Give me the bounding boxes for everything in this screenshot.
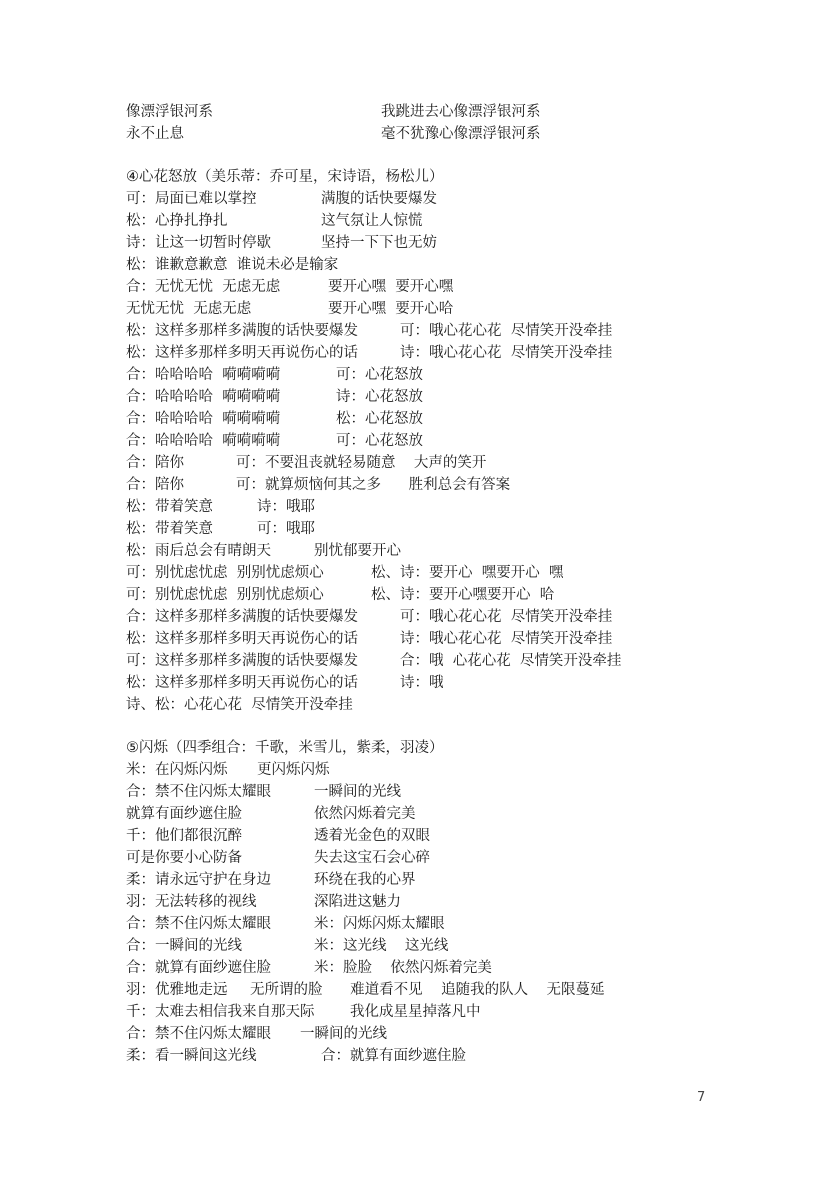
lyric-left: 松：这样多那样多明天再说伤心的话 bbox=[126, 345, 358, 361]
lyric-line bbox=[126, 759, 330, 781]
lyric-right: 可：就算烦恼何其之多 胜利总会有答案 bbox=[236, 477, 511, 493]
lyric-line bbox=[126, 1001, 481, 1023]
lyric-left: 可：这样多那样多满腹的话快要爆发 bbox=[126, 653, 358, 669]
lyric-line bbox=[126, 606, 613, 628]
lyric-line bbox=[126, 320, 613, 342]
section-title: ⑤闪烁（四季组合：千歌，米雪儿，紫柔，羽凌） bbox=[126, 740, 444, 756]
lyric-line bbox=[126, 386, 423, 408]
lyric-left: 合：这样多那样多满腹的话快要爆发 bbox=[126, 609, 358, 625]
lyric-right: 松、诗：要开心 嘿要开心 嘿 bbox=[371, 565, 564, 581]
lyric-line bbox=[126, 254, 339, 276]
lyric-right: 可：哦心花心花 尽情笑开没牵挂 bbox=[400, 323, 613, 339]
lyric-line bbox=[126, 803, 416, 825]
lyric-right: 可：心花怒放 bbox=[336, 367, 423, 383]
lyric-line bbox=[126, 123, 541, 145]
lyric-left: 合：一瞬间的光线 bbox=[126, 938, 242, 954]
lyric-left: 合：禁不住闪烁太耀眼 bbox=[126, 916, 271, 932]
lyric-right: 满腹的话快要爆发 bbox=[321, 191, 437, 207]
lyric-left: 羽：无法转移的视线 bbox=[126, 894, 257, 910]
lyric-right: 可：不要沮丧就轻易随意 大声的笑开 bbox=[236, 455, 487, 471]
lyric-line bbox=[126, 188, 437, 210]
lyric-left: 合：哈哈哈哈 嗬嗬嗬嗬 bbox=[126, 389, 281, 405]
lyric-line bbox=[126, 518, 315, 540]
lyric-left: 千：他们都很沉醉 bbox=[126, 828, 242, 844]
lyric-line bbox=[126, 825, 430, 847]
lyric-right: 我跳进去心像漂浮银河系 bbox=[381, 104, 541, 120]
lyric-line bbox=[126, 1023, 387, 1045]
lyric-left: 永不止息 bbox=[126, 126, 184, 142]
lyric-line bbox=[126, 694, 353, 716]
lyric-right: 可：心花怒放 bbox=[336, 433, 423, 449]
lyric-right: 米：脸脸 依然闪烁着完美 bbox=[314, 960, 492, 976]
lyric-line bbox=[126, 101, 541, 123]
lyric-line bbox=[126, 298, 454, 320]
lyric-right: 诗：哦心花心花 尽情笑开没牵挂 bbox=[400, 345, 613, 361]
lyric-right: 坚持一下下也无妨 bbox=[321, 235, 437, 251]
lyric-line bbox=[126, 430, 423, 452]
lyric-right: 诗：哦心花心花 尽情笑开没牵挂 bbox=[400, 631, 613, 647]
lyric-left: 就算有面纱遮住脸 bbox=[126, 806, 242, 822]
lyric-right: 无所谓的脸 难道看不见 追随我的队人 无限蔓延 bbox=[250, 982, 605, 998]
section-heading bbox=[126, 737, 444, 759]
lyric-left: 柔：看一瞬间这光线 bbox=[126, 1048, 257, 1064]
lyric-left: 合：无忧无忧 无虑无虑 bbox=[126, 279, 281, 295]
lyric-right: 依然闪烁着完美 bbox=[314, 806, 416, 822]
lyric-left: 柔：请永远守护在身边 bbox=[126, 872, 271, 888]
lyric-line bbox=[126, 540, 401, 562]
lyric-line bbox=[126, 210, 423, 232]
lyric-line bbox=[126, 364, 423, 386]
section-heading bbox=[126, 166, 444, 188]
lyric-line bbox=[126, 496, 315, 518]
lyric-right: 米：这光线 这光线 bbox=[314, 938, 449, 954]
lyric-line bbox=[126, 408, 423, 430]
lyric-right: 合：就算有面纱遮住脸 bbox=[321, 1048, 466, 1064]
lyric-left: 羽：优雅地走远 bbox=[126, 982, 228, 998]
lyric-right: 更闪烁闪烁 bbox=[257, 762, 330, 778]
lyric-right: 要开心嘿 要开心哈 bbox=[328, 301, 454, 317]
lyric-left: 合：禁不住闪烁太耀眼 bbox=[126, 1026, 271, 1042]
lyric-line bbox=[126, 628, 613, 650]
lyric-line bbox=[126, 562, 564, 584]
lyric-line bbox=[126, 979, 605, 1001]
lyric-left: 松：雨后总会有晴朗天 bbox=[126, 543, 271, 559]
lyric-left: 可：局面已难以掌控 bbox=[126, 191, 257, 207]
page-number: 7 bbox=[697, 1090, 706, 1105]
lyric-line bbox=[126, 342, 613, 364]
lyric-right: 别忧郁要开心 bbox=[314, 543, 401, 559]
lyric-right: 合：哦 心花心花 尽情笑开没牵挂 bbox=[400, 653, 622, 669]
lyric-left: 合：哈哈哈哈 嗬嗬嗬嗬 bbox=[126, 411, 281, 427]
lyric-line bbox=[126, 957, 492, 979]
lyric-right: 松：心花怒放 bbox=[336, 411, 423, 427]
lyric-left: 合：哈哈哈哈 嗬嗬嗬嗬 bbox=[126, 367, 281, 383]
lyric-left: 像漂浮银河系 bbox=[126, 104, 213, 120]
lyric-right: 我化成星星掉落凡中 bbox=[350, 1004, 481, 1020]
lyric-line bbox=[126, 584, 555, 606]
lyric-left: 可：别忧虑忧虑 别别忧虑烦心 bbox=[126, 565, 324, 581]
lyric-left: 诗：让这一切暂时停歇 bbox=[126, 235, 271, 251]
lyric-right: 深陷进这魅力 bbox=[314, 894, 401, 910]
lyric-left: 松：带着笑意 bbox=[126, 499, 213, 515]
lyric-line bbox=[126, 935, 449, 957]
lyric-line bbox=[126, 232, 437, 254]
lyric-left: 合：哈哈哈哈 嗬嗬嗬嗬 bbox=[126, 433, 281, 449]
lyric-line bbox=[126, 847, 430, 869]
lyric-left: 合：陪你 bbox=[126, 455, 184, 471]
lyric-line bbox=[126, 1045, 466, 1067]
lyric-line bbox=[126, 452, 487, 474]
lyric-line bbox=[126, 781, 401, 803]
lyric-left: 无忧无忧 无虑无虑 bbox=[126, 301, 252, 317]
lyric-left: 千：太难去相信我来自那天际 bbox=[126, 1004, 315, 1020]
lyric-right: 诗：哦耶 bbox=[257, 499, 315, 515]
lyric-left: 松：心挣扎挣扎 bbox=[126, 213, 228, 229]
lyric-right: 一瞬间的光线 bbox=[314, 784, 401, 800]
lyric-line bbox=[126, 650, 622, 672]
lyric-line bbox=[126, 913, 445, 935]
lyric-line bbox=[126, 474, 511, 496]
lyric-right: 毫不犹豫心像漂浮银河系 bbox=[381, 126, 541, 142]
lyric-right: 松、诗：要开心嘿要开心 哈 bbox=[371, 587, 555, 603]
lyric-line bbox=[126, 276, 454, 298]
section-title: ④心花怒放（美乐蒂：乔可星，宋诗语，杨松儿） bbox=[126, 169, 444, 185]
lyric-left: 可是你要小心防备 bbox=[126, 850, 242, 866]
lyric-left: 合：就算有面纱遮住脸 bbox=[126, 960, 271, 976]
lyric-left: 合：陪你 bbox=[126, 477, 184, 493]
lyric-left: 松：带着笑意 bbox=[126, 521, 213, 537]
lyric-line bbox=[126, 869, 416, 891]
lyric-right: 诗：哦 bbox=[400, 675, 444, 691]
lyric-left: 松：这样多那样多明天再说伤心的话 bbox=[126, 675, 358, 691]
lyric-right: 透着光金色的双眼 bbox=[314, 828, 430, 844]
lyric-left: 松：这样多那样多明天再说伤心的话 bbox=[126, 631, 358, 647]
lyric-right: 这气氛让人惊慌 bbox=[321, 213, 423, 229]
lyric-right: 一瞬间的光线 bbox=[300, 1026, 387, 1042]
lyric-left: 米：在闪烁闪烁 bbox=[126, 762, 228, 778]
lyric-left: 合：禁不住闪烁太耀眼 bbox=[126, 784, 271, 800]
lyric-left: 可：别忧虑忧虑 别别忧虑烦心 bbox=[126, 587, 324, 603]
lyric-line bbox=[126, 891, 401, 913]
lyric-right: 米：闪烁闪烁太耀眼 bbox=[314, 916, 445, 932]
lyric-right: 失去这宝石会心碎 bbox=[314, 850, 430, 866]
lyric-right: 可：哦耶 bbox=[257, 521, 315, 537]
lyric-left: 松：这样多那样多满腹的话快要爆发 bbox=[126, 323, 358, 339]
lyric-left: 诗、松：心花心花 尽情笑开没牵挂 bbox=[126, 697, 353, 713]
lyric-right: 诗：心花怒放 bbox=[336, 389, 423, 405]
lyric-right: 可：哦心花心花 尽情笑开没牵挂 bbox=[400, 609, 613, 625]
lyric-right: 要开心嘿 要开心嘿 bbox=[328, 279, 454, 295]
lyric-left: 松：谁歉意歉意 谁说未必是输家 bbox=[126, 257, 339, 273]
lyric-line bbox=[126, 672, 444, 694]
lyric-right: 环绕在我的心界 bbox=[314, 872, 416, 888]
